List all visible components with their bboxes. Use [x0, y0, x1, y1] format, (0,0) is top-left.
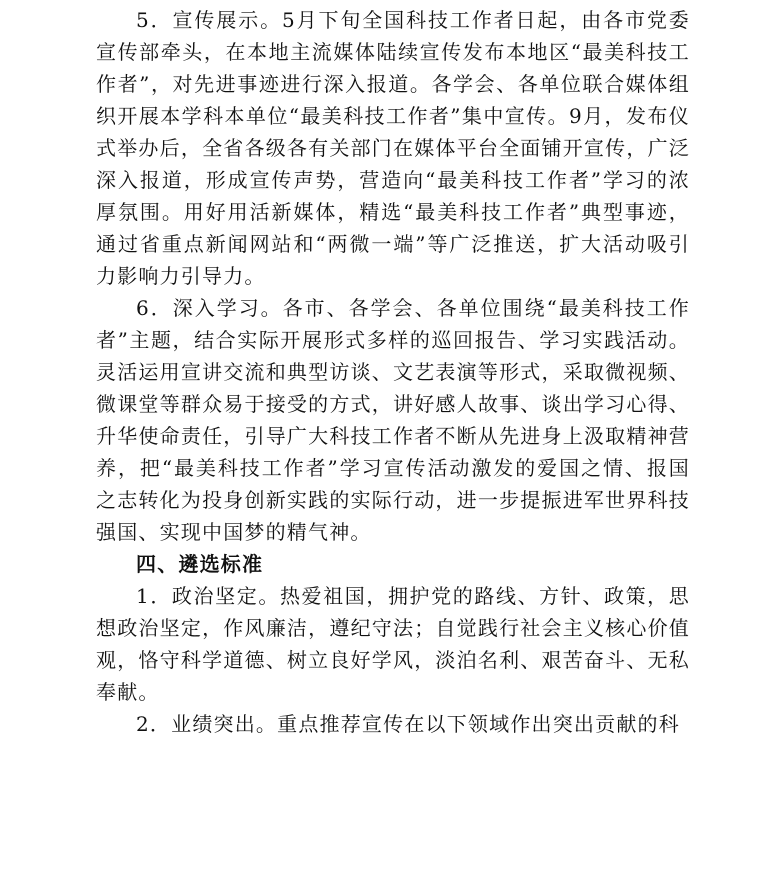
paragraph-criterion-political: 1．政治坚定。热爱祖国，拥护党的路线、方针、政策，思想政治坚定，作风廉洁，遵纪守法；自觉践行社会主义核心价值观，恪守科学道德、树立良好学风，淡泊名利、艰苦奋斗、无私奉献。	[96, 584, 690, 704]
paragraph-criterion-achievements: 2．业绩突出。重点推荐宣传在以下领域作出突出贡献的科	[136, 712, 680, 736]
section-heading-selection-criteria: 四、遴选标准	[136, 552, 264, 576]
paragraph-in-depth-study: 6．深入学习。各市、各学会、各单位围绕“最美科技工作者”主题，结合实际开展形式多样的巡回报告、学习实践活动。灵活运用宣讲交流和典型访谈、文艺表演等形式，采取微视频、微课堂等群众易于接受的方式，讲好感人故事、谈出学习心得、升华使命责任，引导广大科技工作者不断从先进身上汲取精神营养，把“最美科技工作者”学习宣传活动激发的爱国之情、报国之志转化为投身创新实践的实际行动，进一步提振进军世界科技强国、实现中国梦的精气神。	[96, 296, 690, 544]
document-page	[96, 4, 690, 740]
paragraph-publicity-display: 5．宣传展示。5月下旬全国科技工作者日起，由各市党委宣传部牵头，在本地主流媒体陆续宣传发布本地区“最美科技工作者”，对先进事迹进行深入报道。各学会、各单位联合媒体组织开展本学科本单位“最美科技工作者”集中宣传。9月，发布仪式举办后，全省各级各有关部门在媒体平台全面铺开宣传，广泛深入报道，形成宣传声势，营造向“最美科技工作者”学习的浓厚氛围。用好用活新媒体，精选“最美科技工作者”典型事迹，通过省重点新闻网站和“两微一端”等广泛推送，扩大活动吸引力影响力引导力。	[96, 8, 690, 288]
